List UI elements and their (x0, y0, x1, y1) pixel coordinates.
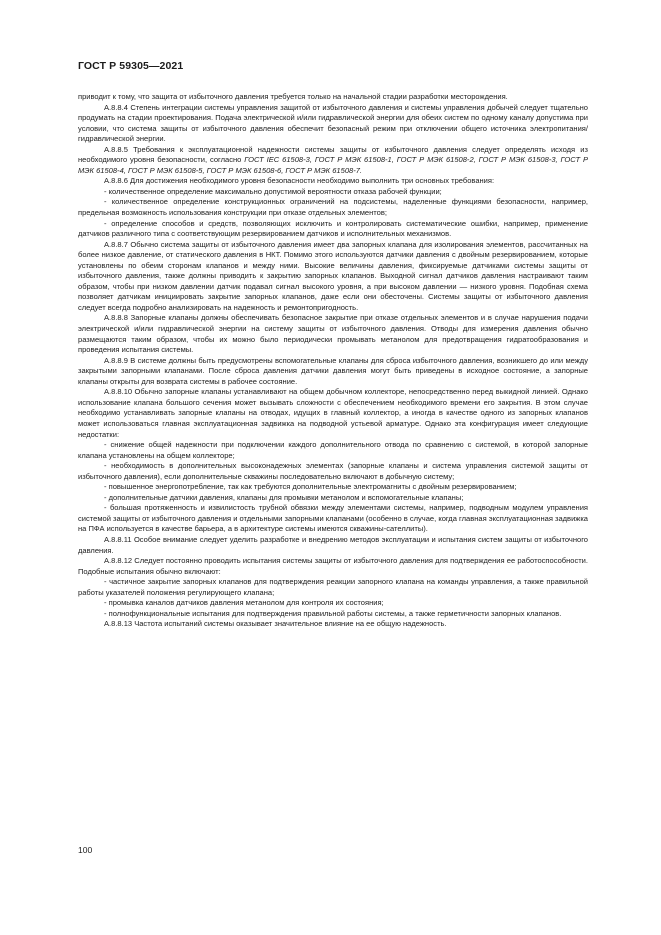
paragraph: А.8.8.6 Для достижения необходимого уровня безопасности необходимо выполнить три основных требования: (104, 176, 495, 186)
paragraph: А.8.8.7 Обычно система защиты от избыточного давления имеет два запорных клапана для изолирования элементов, рассчитанных на более низкое давление, от статического давления в НКТ. Помимо этого используются датчики давления с двойным резервированием, которые установлены по обеим сторонам клапанов и между ними. Высокие величины давления, фиксируемые датчиками системы защиты от избыточного давления, также должны приводить к закрытию запорных клапанов. Выходной сигнал датчиков давления настраивают таким образом, чтобы при низком давлении датчик подавал сигнал высокого уровня, а при высоком давлении — низкого уровня. Подобная схема позволяет датчикам инициировать закрытие запорных клапанов, даже если они обесточены. Системы защиты от избыточного давления следует всегда подробно анализировать на надежность и ремонтопригодность. (78, 239, 588, 312)
paragraph: А.8.8.8 Запорные клапаны должны обеспечивать безопасное закрытие при отказе отдельных элементов и в случае нарушения подачи электрической и/или гидравлической энергии на систему защиты от избыточного давления. Отводы для измерения давления обычно размещаются таким образом, чтобы их можно было периодически промывать метанолом для предотвращения гидратообразования и проведения испытания системы. (78, 313, 588, 355)
list-item: - определение способов и средств, позволяющих исключить и контролировать систематические ошибки, например, применение датчиков различного типа с соответствующим резервированием датчиков и исполнительных механизмов. (78, 218, 588, 239)
standards-reference: ГОСТ IEC 61508-3, ГОСТ Р МЭК 61508-1, ГОСТ Р МЭК 61508-2, ГОСТ Р МЭК 61508-3, ГОСТ Р МЭК 61508-4, ГОСТ Р МЭК 61508-5, ГОСТ Р МЭК 61508-6, ГОСТ Р МЭК 61508-7. (78, 155, 588, 175)
list-item: - большая протяженность и извилистость трубной обвязки между элементами системы, например, подводным модулем управления системой защиты от избыточного давления и отдельными запорными клапанами (особенно в случае, когда главная эксплуатационная задвижка на ПФА используется в качестве барьера, а в архитектуре системы имеются скважины-сателлиты). (78, 503, 588, 534)
body-text (78, 92, 588, 630)
list-item: - количественное определение конструкционных ограничений на подсистемы, наделенные функциями безопасности, например, предельная возможность использования конструкции при отказе отдельных элементов; (78, 197, 588, 218)
list-item: - промывка каналов датчиков давления метанолом для контроля их состояния; (104, 598, 384, 608)
page-number: 100 (78, 845, 93, 855)
paragraph: А.8.8.11 Особое внимание следует уделить разработке и внедрению методов эксплуатации и испытания систем защиты от избыточного давления. (78, 534, 588, 555)
paragraph: приводит к тому, что защита от избыточного давления требуется только на начальной стадии разработки месторождения. (78, 92, 508, 101)
list-item: - дополнительные датчики давления, клапаны для промывки метанолом и вспомогательные клапаны; (104, 492, 464, 502)
list-item: - снижение общей надежности при подключении каждого дополнительного отвода по сравнению с системой, в которой запорные клапана установлены на общем коллекторе; (78, 440, 588, 460)
list-item: - полнофункциональные испытания для подтверждения правильной работы системы, а также герметичности запорных клапанов. (104, 608, 562, 618)
paragraph: А.8.8.12 Следует постоянно проводить испытания системы защиты от избыточного давления для подтверждения ее работоспособности. Подобные испытания обычно включают: (78, 556, 588, 576)
list-item: - частичное закрытие запорных клапанов для подтверждения реакции запорного клапана на команды управления, а также правильной работы указателей положения регулирующего клапана; (78, 577, 588, 597)
list-item: - необходимость в дополнительных высоконадежных элементах (запорные клапаны и система управления системой защиты от избыточного давления), если дополнительные скважины последовательно включают в добычную систему; (78, 461, 588, 481)
paragraph: А.8.8.10 Обычно запорные клапаны устанавливают на общем добычном коллекторе, непосредственно перед выкидной линией. Однако использование клапана большого сечения может вызывать сложности с обеспечением необходимого времени его закрытия. В этом случае необходимо устанавливать запорные клапаны на отводах, идущих в главный коллектор, а иногда в качестве одного из запорных клапанов может использоваться главная эксплуатационная задвижка на подводной устьевой арматуре. Однако эта конфигурация имеет следующие недостатки: (78, 387, 588, 439)
paragraph: А.8.8.4 Степень интеграции системы управления защитой от избыточного давления и системы управления добычей следует тщательно продумать на стадии проектирования. Подача электрической и/или гидравлической энергии для обеих систем по одному каналу допустима при условии, что система защиты от избыточного давления обеспечит безопасный режим при отключении общего источника электропитания/гидравлической энергии. (78, 102, 588, 144)
paragraph: А.8.8.13 Частота испытаний системы оказывает значительное влияние на ее общую надежность. (104, 619, 447, 629)
paragraph: А.8.8.9 В системе должны быть предусмотрены вспомогательные клапаны для сброса избыточного давления, возникшего до или между закрытыми запорными клапанами. После сброса давления датчики давления могут быть приведены в исходное состояние, а запорные клапаны открыты для возврата системы в рабочее состояние. (78, 355, 588, 386)
paragraph: А.8.8.5 Требования к эксплуатационной надежности системы защиты от избыточного давления следует определять исходя из необходимого уровня безопасности, согласно ГОСТ IEC 61508-3, ГОСТ Р МЭК 61508-1, ГОСТ Р МЭК 61508-2, ГОСТ Р МЭК 61508-3, ГОСТ Р МЭК 61508-4, ГОСТ Р МЭК 61508-5, ГОСТ Р МЭК 61508-6, ГОСТ Р МЭК 61508-7. (78, 144, 588, 175)
list-item: - количественное определение максимально допустимой вероятности отказа рабочей функции; (104, 186, 442, 196)
list-item: - повышенное энергопотребление, так как требуются дополнительные электромагниты с двойным резервированием; (104, 482, 517, 492)
standard-header: ГОСТ Р 59305—2021 (78, 60, 184, 72)
